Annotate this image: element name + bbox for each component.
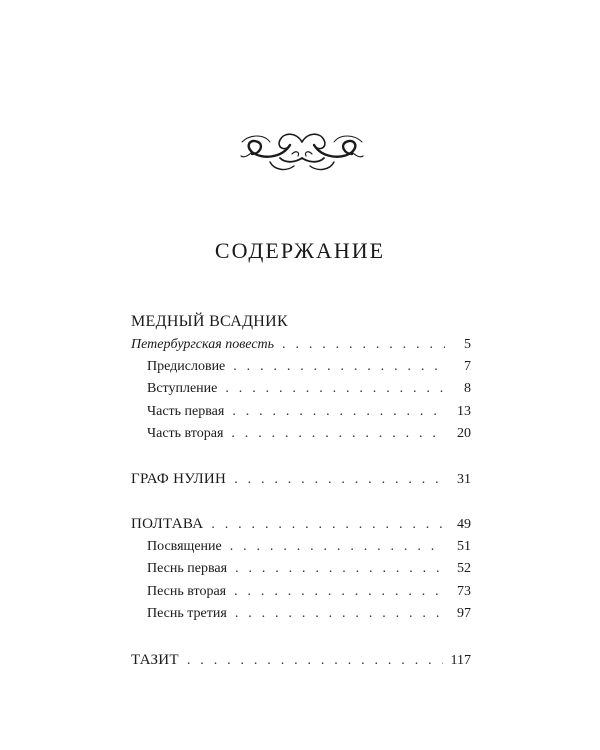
- toc-entry-label: Часть вторая: [147, 426, 224, 441]
- toc-entry-page: 51: [457, 539, 471, 554]
- toc-entry-page: 7: [464, 359, 471, 374]
- leader-dots: [231, 426, 445, 442]
- leader-dots: [233, 359, 445, 375]
- toc-entry-pesn-pervaya[interactable]: [147, 561, 471, 581]
- leader-dots: [230, 539, 445, 555]
- page-title: СОДЕРЖАНИЕ: [214, 238, 386, 263]
- section-heading-tazit: ТАЗИТ: [131, 652, 179, 668]
- toc-entry-page: 49: [457, 517, 471, 532]
- toc-entry-vstuplenie[interactable]: [147, 381, 471, 401]
- toc-entry-graf-nulin[interactable]: [131, 471, 471, 491]
- toc-entry-pesn-tretiya[interactable]: [147, 606, 471, 626]
- leader-dots: [234, 472, 445, 488]
- section-heading-medny-vsadnik: МЕДНЫЙ ВСАДНИК: [131, 313, 288, 330]
- toc-entry-label: Предисловие: [147, 359, 226, 374]
- toc-entry-posvyashchenie[interactable]: [147, 539, 471, 559]
- toc-entry-tazit[interactable]: [131, 652, 471, 672]
- section-heading-poltava: ПОЛТАВА: [131, 516, 204, 532]
- toc-entry-label: Песнь первая: [147, 561, 228, 576]
- toc-entry-chast-vtoraya[interactable]: [147, 426, 471, 446]
- toc-entry-page: 52: [457, 561, 471, 576]
- toc-entry-label: Песнь вторая: [147, 584, 227, 599]
- toc-entry-label: Петербургская повесть: [131, 337, 275, 352]
- toc-entry-chast-pervaya[interactable]: [147, 404, 471, 424]
- leader-dots: [225, 381, 445, 397]
- toc-entry-page: 20: [457, 426, 471, 441]
- toc-entry-label: Песнь третия: [147, 606, 227, 621]
- leader-dots: [282, 337, 445, 353]
- leader-dots: [232, 404, 445, 420]
- toc-entry-label: Вступление: [147, 381, 218, 396]
- toc-entry-page: 8: [464, 381, 471, 396]
- leader-dots: [235, 606, 445, 622]
- toc-entry-peterburgskaya-povest[interactable]: [131, 337, 471, 357]
- toc-entry-page: 31: [457, 472, 471, 487]
- leader-dots: [234, 584, 445, 600]
- leader-dots: [187, 653, 443, 669]
- toc-entry-poltava[interactable]: [131, 516, 471, 536]
- leader-dots: [211, 517, 445, 533]
- toc-entry-page: 13: [457, 404, 471, 419]
- toc-entry-page: 73: [457, 584, 471, 599]
- section-heading-graf-nulin: ГРАФ НУЛИН: [131, 471, 227, 487]
- toc-entry-predislovie[interactable]: [147, 359, 471, 379]
- toc-entry-page: 117: [450, 653, 471, 668]
- toc-entry-page: 97: [457, 606, 471, 621]
- toc-entry-page: 5: [464, 337, 471, 352]
- toc-entry-pesn-vtoraya[interactable]: [147, 584, 471, 604]
- toc-entry-label: Посвящение: [147, 539, 222, 554]
- leader-dots: [235, 561, 445, 577]
- toc-entry-label: Часть первая: [147, 404, 225, 419]
